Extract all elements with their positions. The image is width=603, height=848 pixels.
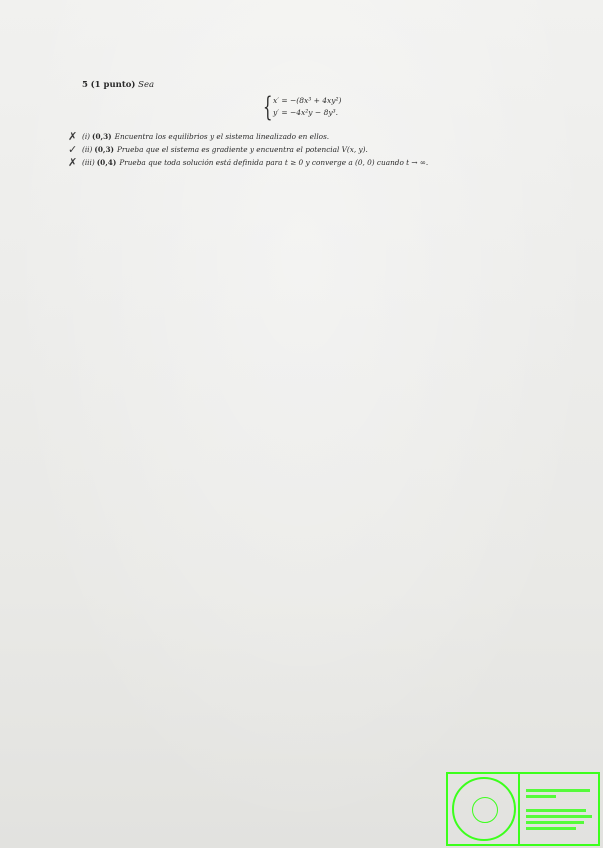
- question-roman: (iii): [82, 158, 95, 167]
- question-score: (0,4): [96, 158, 117, 167]
- equation-y: y′ = −4x²y − 8y³.: [273, 108, 338, 117]
- question-text: Prueba que toda solución está definida para t ≥ 0 y converge a (0, 0) cuando t → ∞.: [119, 158, 429, 167]
- question-score: (0,3): [94, 145, 114, 154]
- question-item: [68, 143, 428, 156]
- question-text: Encuentra los equilibrios y el sistema linealizado en ellos.: [114, 132, 330, 141]
- problem-points: (1 punto): [90, 80, 136, 90]
- question-text: Prueba que el sistema es gradiente y encuentra el potencial V(x, y).: [116, 145, 368, 154]
- question-item: [68, 156, 428, 169]
- question-roman: (ii): [82, 145, 93, 154]
- question-roman: (i): [82, 132, 91, 141]
- institution-stamp: [446, 772, 600, 846]
- seal-icon: [452, 777, 516, 841]
- check-mark-icon: ✓: [68, 143, 78, 156]
- equation-x: x′ = −(8x³ + 4xy²): [273, 96, 342, 105]
- cross-mark-icon: ✗: [68, 130, 78, 143]
- problem-number: 5: [82, 80, 88, 90]
- problem-heading: [82, 80, 154, 90]
- stamp-divider: [518, 774, 520, 844]
- stamp-text-lines: [526, 789, 592, 830]
- question-item: [68, 130, 428, 143]
- question-list: [68, 130, 428, 169]
- ode-system: [263, 92, 341, 122]
- left-brace: {: [263, 91, 273, 123]
- problem-intro: Sea: [138, 80, 155, 90]
- question-score: (0,3): [92, 132, 112, 141]
- cross-mark-icon: ✗: [68, 156, 78, 169]
